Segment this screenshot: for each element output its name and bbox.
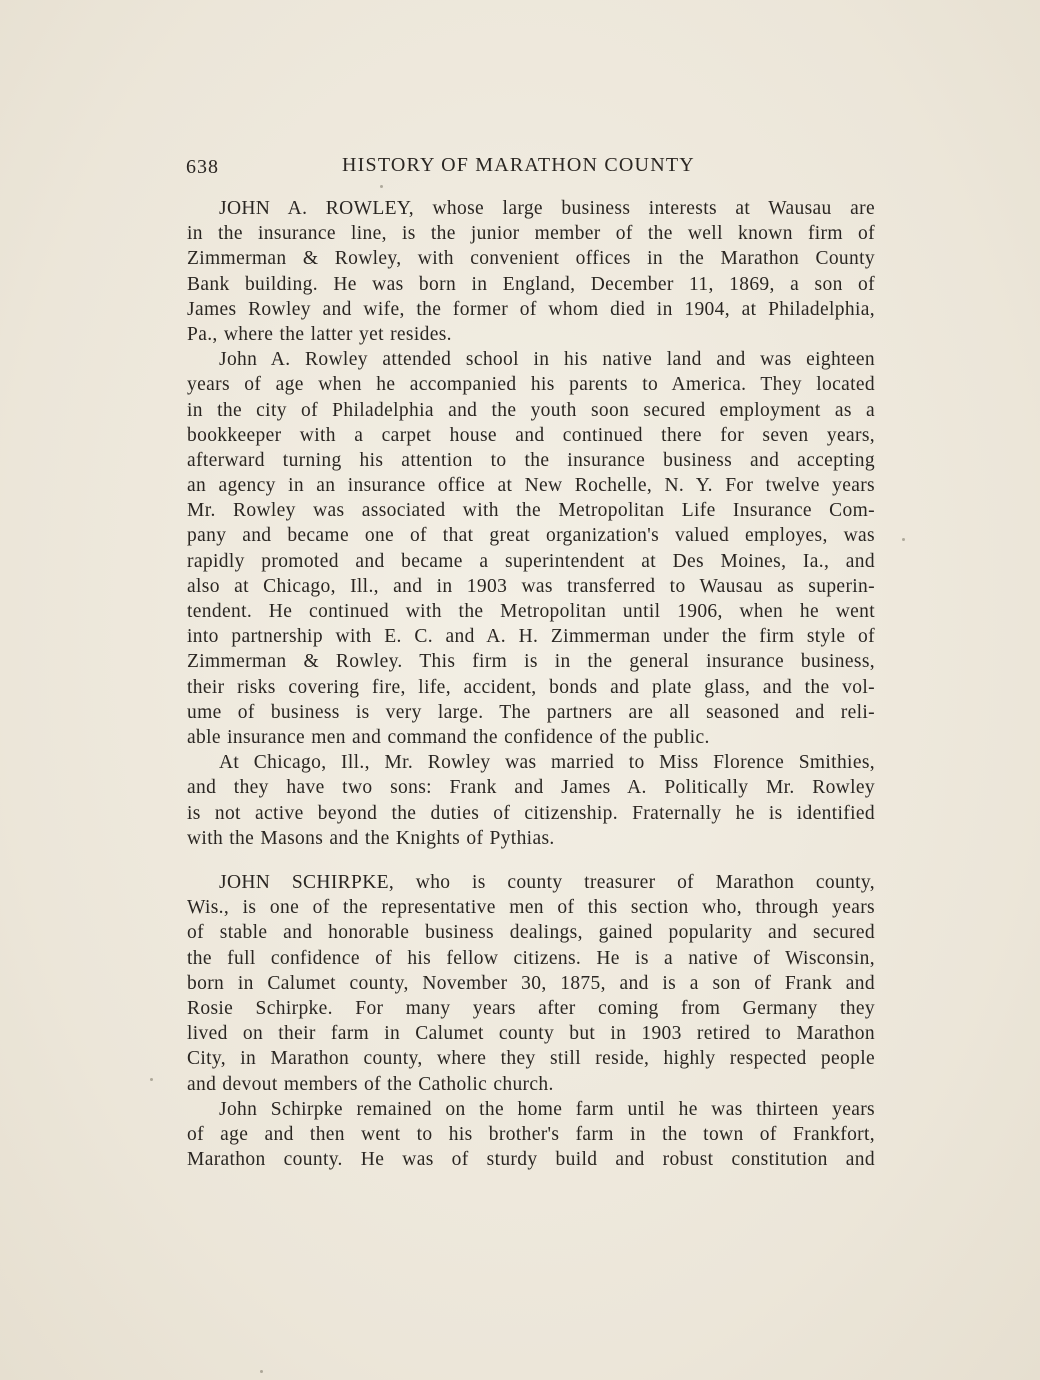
- paragraph-line: years of age when he accompanied his parents to America. They located: [187, 374, 875, 396]
- paragraph-line: their risks covering fire, life, accident, bonds and plate glass, and the vol-: [187, 676, 875, 698]
- paragraph-line: Zimmerman & Rowley, with convenient offices in the Marathon County: [187, 248, 875, 270]
- paragraph-line: born in Calumet county, November 30, 1875, and is a son of Frank and: [187, 972, 875, 994]
- schirpke-biography: [187, 870, 875, 1172]
- paragraph-line: also at Chicago, Ill., and in 1903 was transferred to Wausau as superin-: [187, 575, 875, 597]
- paragraph-line: lived on their farm in Calumet county but in 1903 retired to Marathon: [187, 1023, 875, 1045]
- paragraph-line: into partnership with E. C. and A. H. Zimmerman under the firm style of: [187, 626, 875, 648]
- paragraph-line: tendent. He continued with the Metropolitan until 1906, when he went: [187, 601, 875, 622]
- paragraph-line: JOHN A. ROWLEY, whose large business interests at Wausau are: [219, 198, 875, 219]
- paragraph-line: rapidly promoted and became a superintendent at Des Moines, Ia., and: [187, 550, 875, 572]
- paragraph-line: an agency in an insurance office at New Rochelle, N. Y. For twelve years: [187, 475, 875, 497]
- paragraph-line: John A. Rowley attended school in his native land and was eighteen: [219, 349, 875, 371]
- paragraph-line: Pa., where the latter yet resides.: [187, 323, 452, 345]
- running-title: HISTORY OF MARATHON COUNTY: [342, 154, 695, 176]
- paragraph-line: City, in Marathon county, where they still reside, highly respected people: [187, 1048, 875, 1070]
- paragraph-line: Marathon county. He was of sturdy build and robust constitution and: [187, 1149, 875, 1171]
- paragraph-line: afterward turning his attention to the insurance business and accepting: [187, 449, 875, 471]
- paragraph-line: in the city of Philadelphia and the youth soon secured employment as a: [187, 399, 875, 421]
- rowley-biography: [187, 196, 875, 851]
- paragraph-line: able insurance men and command the confidence of the public.: [187, 726, 710, 748]
- paragraph-line: and devout members of the Catholic church.: [187, 1073, 554, 1095]
- paper-speck: [150, 1078, 153, 1081]
- paragraph-line: in the insurance line, is the junior member of the well known firm of: [187, 223, 875, 245]
- paragraph-line: James Rowley and wife, the former of whom died in 1904, at Philadelphia,: [187, 298, 875, 320]
- paragraph-line: At Chicago, Ill., Mr. Rowley was married to Miss Florence Smithies,: [219, 752, 875, 774]
- paragraph-line: the full confidence of his fellow citizens. He is a native of Wisconsin,: [187, 947, 875, 969]
- paragraph-line: bookkeeper with a carpet house and continued there for seven years,: [187, 424, 875, 446]
- paragraph-line: JOHN SCHIRPKE, who is county treasurer of Marathon county,: [219, 872, 875, 893]
- paragraph-line: pany and became one of that great organization's valued employes, was: [187, 525, 875, 547]
- paragraph-line: Zimmerman & Rowley. This firm is in the general insurance business,: [187, 651, 875, 673]
- paragraph-line: Wis., is one of the representative men of this section who, through years: [187, 897, 875, 919]
- paragraph-line: Rosie Schirpke. For many years after coming from Germany they: [187, 997, 875, 1019]
- paragraph-line: of stable and honorable business dealings, gained popularity and secured: [187, 922, 875, 944]
- paper-speck: [380, 185, 383, 188]
- paragraph-line: with the Masons and the Knights of Pythias.: [187, 827, 555, 849]
- paragraph-line: ume of business is very large. The partners are all seasoned and reli-: [187, 701, 875, 723]
- paper-speck: [260, 1370, 263, 1373]
- paragraph-line: Mr. Rowley was associated with the Metropolitan Life Insurance Com-: [187, 500, 875, 522]
- paragraph-line: is not active beyond the duties of citizenship. Fraternally he is identified: [187, 802, 875, 824]
- paragraph-line: John Schirpke remained on the home farm until he was thirteen years: [219, 1098, 875, 1120]
- page-header: [186, 154, 876, 184]
- page-number: 638: [186, 156, 219, 178]
- paragraph-line: and they have two sons: Frank and James A. Politically Mr. Rowley: [187, 777, 875, 799]
- paragraph-line: Bank building. He was born in England, December 11, 1869, a son of: [187, 273, 875, 295]
- paper-speck: [902, 538, 905, 541]
- paragraph-line: of age and then went to his brother's farm in the town of Frankfort,: [187, 1123, 875, 1145]
